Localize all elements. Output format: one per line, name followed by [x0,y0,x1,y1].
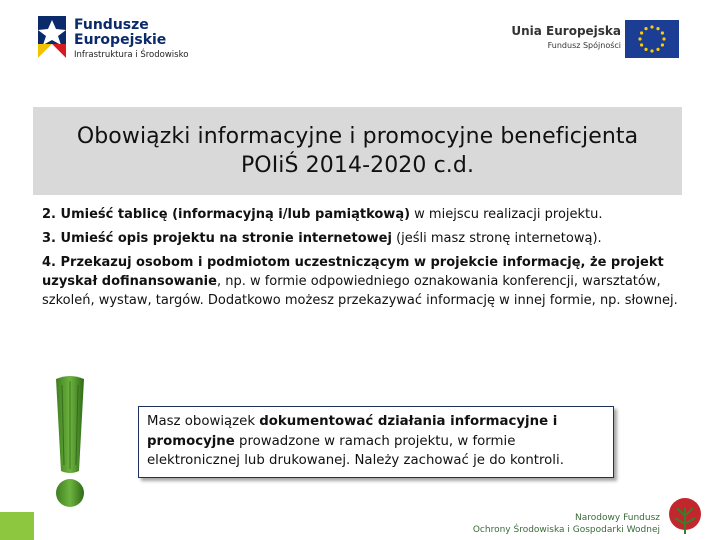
list-item [42,205,682,224]
nfos-logo [472,492,716,538]
item4-rest: , np. w formie odpowiedniego oznakowania konferencji, warsztatów, szkoleń, wystaw, targów. Dodatkowo możesz przekazywać informację w innej formie, np. słownej. [42,274,678,308]
eu-logo-line1: Unia Europejska [511,24,621,38]
exclamation-mark-icon [48,375,92,510]
fundusze-europejskie-star-icon [36,14,72,60]
item2-bold: 2. Umieść tablicę (informacyjną i/lub pamiątkową) [42,207,411,222]
eu-flag-icon [625,20,679,58]
callout-part3: prowadzone w ramach projektu, w formie elektronicznej lub drukowanej. Należy zachować je do kontroli. [147,433,564,468]
page-title [33,107,682,195]
nfos-line2: Ochrony Środowiska i Gospodarki Wodnej [472,525,660,535]
nfos-tree-icon [664,496,706,536]
fe-logo-line1: Fundusze [74,17,149,33]
obligations-list [42,205,682,310]
item3-rest: (jeśli masz stronę internetową). [391,231,602,246]
unia-europejska-logo [505,18,685,64]
title-line1: Obowiązki informacyjne i promocyjne beneficjenta [76,124,639,149]
list-item [42,253,682,310]
fe-logo-line3: Infrastruktura i Środowisko [74,50,189,60]
callout-part1: Masz obowiązek [147,414,260,429]
callout-part2: dokumentować działania informacyjne i promocyjne [147,414,558,449]
fe-logo-line2: Europejskie [74,32,167,48]
item4-bold: 4. Przekazuj osobom i podmiotom uczestniczącym w projekcie informację, że projekt uzyskał dofinansowanie [42,255,664,289]
title-line2: POIiŚ 2014-2020 c.d. [240,153,475,178]
fundusze-europejskie-logo [36,14,226,66]
eu-logo-line2: Fundusz Spójności [547,41,621,50]
list-item [42,229,682,248]
nfos-line1: Narodowy Fundusz [575,513,660,523]
item3-bold: 3. Umieść opis projektu na stronie internetowej [42,231,392,246]
item2-rest: w miejscu realizacji projektu. [410,207,603,222]
documentation-callout [138,406,614,478]
green-corner-strip [0,512,34,540]
